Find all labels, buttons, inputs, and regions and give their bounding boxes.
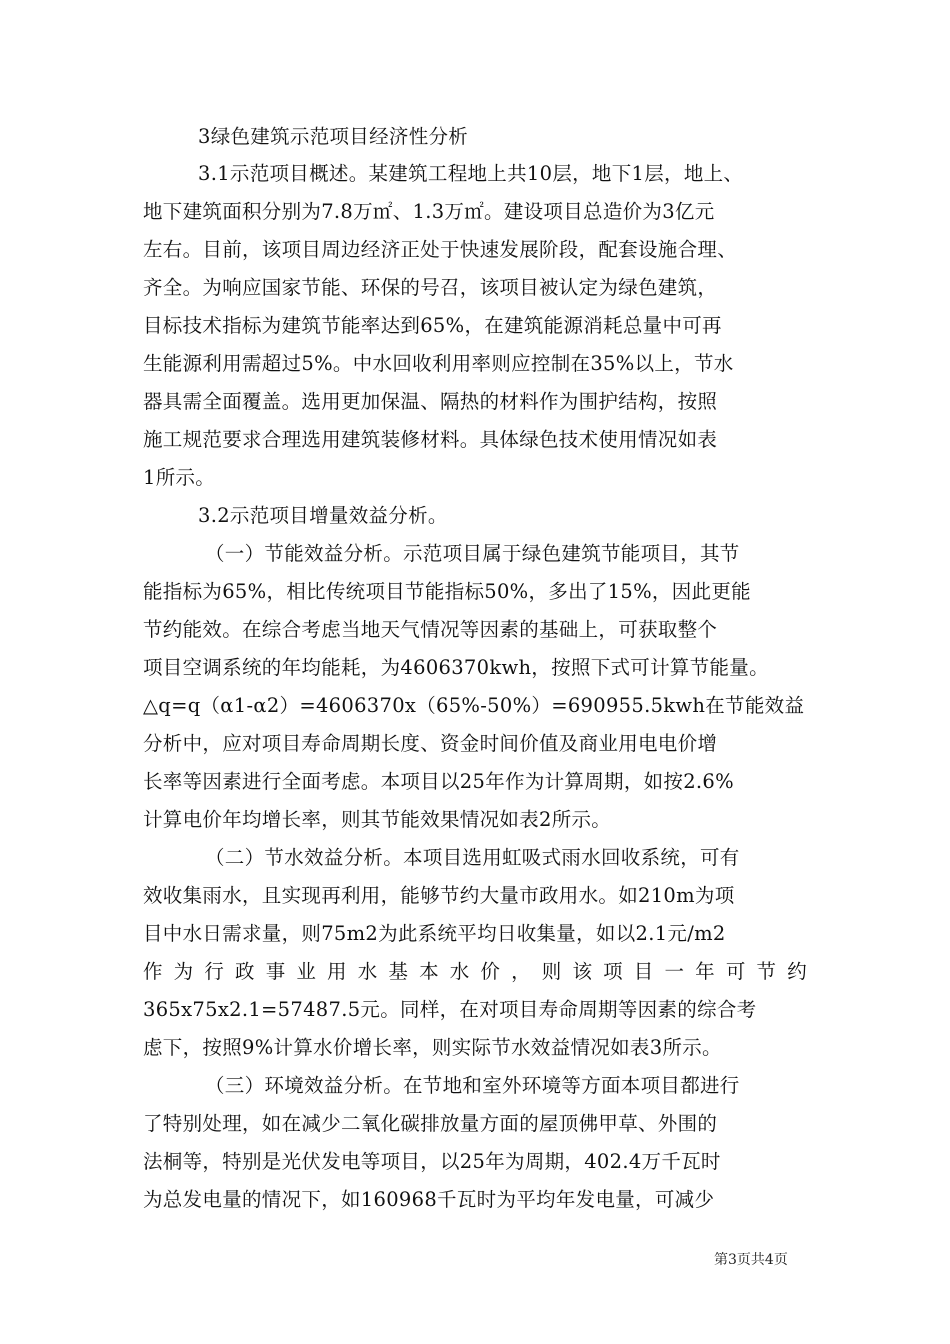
paragraph-line: 法桐等，特别是光伏发电等项目，以25年为周期，402.4万千瓦时 <box>143 1150 721 1173</box>
paragraph-line: 了特别处理，如在减少二氧化碳排放量方面的屋顶佛甲草、外围的 <box>143 1112 718 1135</box>
paragraph-line: 器具需全面覆盖。选用更加保温、隔热的材料作为围护结构，按照 <box>143 390 718 413</box>
paragraph-line: （一）节能效益分析。示范项目属于绿色建筑节能项目，其节 <box>205 542 740 565</box>
paragraph-line: 分析中，应对项目寿命周期长度、资金时间价值及商业用电电价增 <box>143 732 718 755</box>
paragraph-line: 左右。目前，该项目周边经济正处于快速发展阶段，配套设施合理、 <box>143 238 738 261</box>
paragraph-line: （三）环境效益分析。在节地和室外环境等方面本项目都进行 <box>205 1074 740 1097</box>
paragraph-line: 为总发电量的情况下，如160968千瓦时为平均年发电量，可减少 <box>143 1188 715 1211</box>
paragraph-line: 施工规范要求合理选用建筑装修材料。具体绿色技术使用情况如表 <box>143 428 718 451</box>
paragraph-line: 长率等因素进行全面考虑。本项目以25年作为计算周期，如按2.6% <box>143 770 734 793</box>
paragraph-line: 齐全。为响应国家节能、环保的号召，该项目被认定为绿色建筑， <box>143 276 718 299</box>
paragraph-line: 目标技术指标为建筑节能率达到65%，在建筑能源消耗总量中可再 <box>143 314 722 337</box>
paragraph-line: 效收集雨水，且实现再利用，能够节约大量市政用水。如210m为项 <box>143 884 735 907</box>
paragraph-line: 计算电价年均增长率，则其节能效果情况如表2所示。 <box>143 808 612 831</box>
paragraph-line: （二）节水效益分析。本项目选用虹吸式雨水回收系统，可有 <box>205 846 740 869</box>
paragraph-line: 365x75x2.1=57487.5元。同样，在对项目寿命周期等因素的综合考 <box>143 998 757 1021</box>
paragraph-line: 能指标为65%，相比传统项目节能指标50%，多出了15%，因此更能 <box>143 580 751 603</box>
page-number-footer: 第3页共4页 <box>714 1252 788 1268</box>
paragraph-line: 目中水日需求量，则75m2为此系统平均日收集量，如以2.1元/m2 <box>143 922 726 945</box>
paragraph-line: 项目空调系统的年均能耗，为4606370kwh，按照下式可计算节能量。 <box>143 656 769 679</box>
formula-line: △q=q（α1-α2）=4606370x（65%-50%）=690955.5kwh在节能效益 <box>143 694 805 717</box>
paragraph-line-justified: 作为行政事业用水基本水价，则该项目一年可节约 <box>143 960 807 983</box>
subsection-heading: 3.2示范项目增量效益分析。 <box>198 504 448 527</box>
paragraph-line: 3.1示范项目概述。某建筑工程地上共10层，地下1层，地上、 <box>198 162 744 185</box>
paragraph-line: 1所示。 <box>143 466 216 489</box>
paragraph-line: 地下建筑面积分别为7.8万㎡、1.3万㎡。建设项目总造价为3亿元 <box>143 200 715 223</box>
paragraph-line: 节约能效。在综合考虑当地天气情况等因素的基础上，可获取整个 <box>143 618 718 641</box>
section-heading: 3绿色建筑示范项目经济性分析 <box>198 125 469 148</box>
paragraph-line: 虑下，按照9%计算水价增长率，则实际节水效益情况如表3所示。 <box>143 1036 722 1059</box>
paragraph-line: 生能源利用需超过5%。中水回收利用率则应控制在35%以上，节水 <box>143 352 734 375</box>
